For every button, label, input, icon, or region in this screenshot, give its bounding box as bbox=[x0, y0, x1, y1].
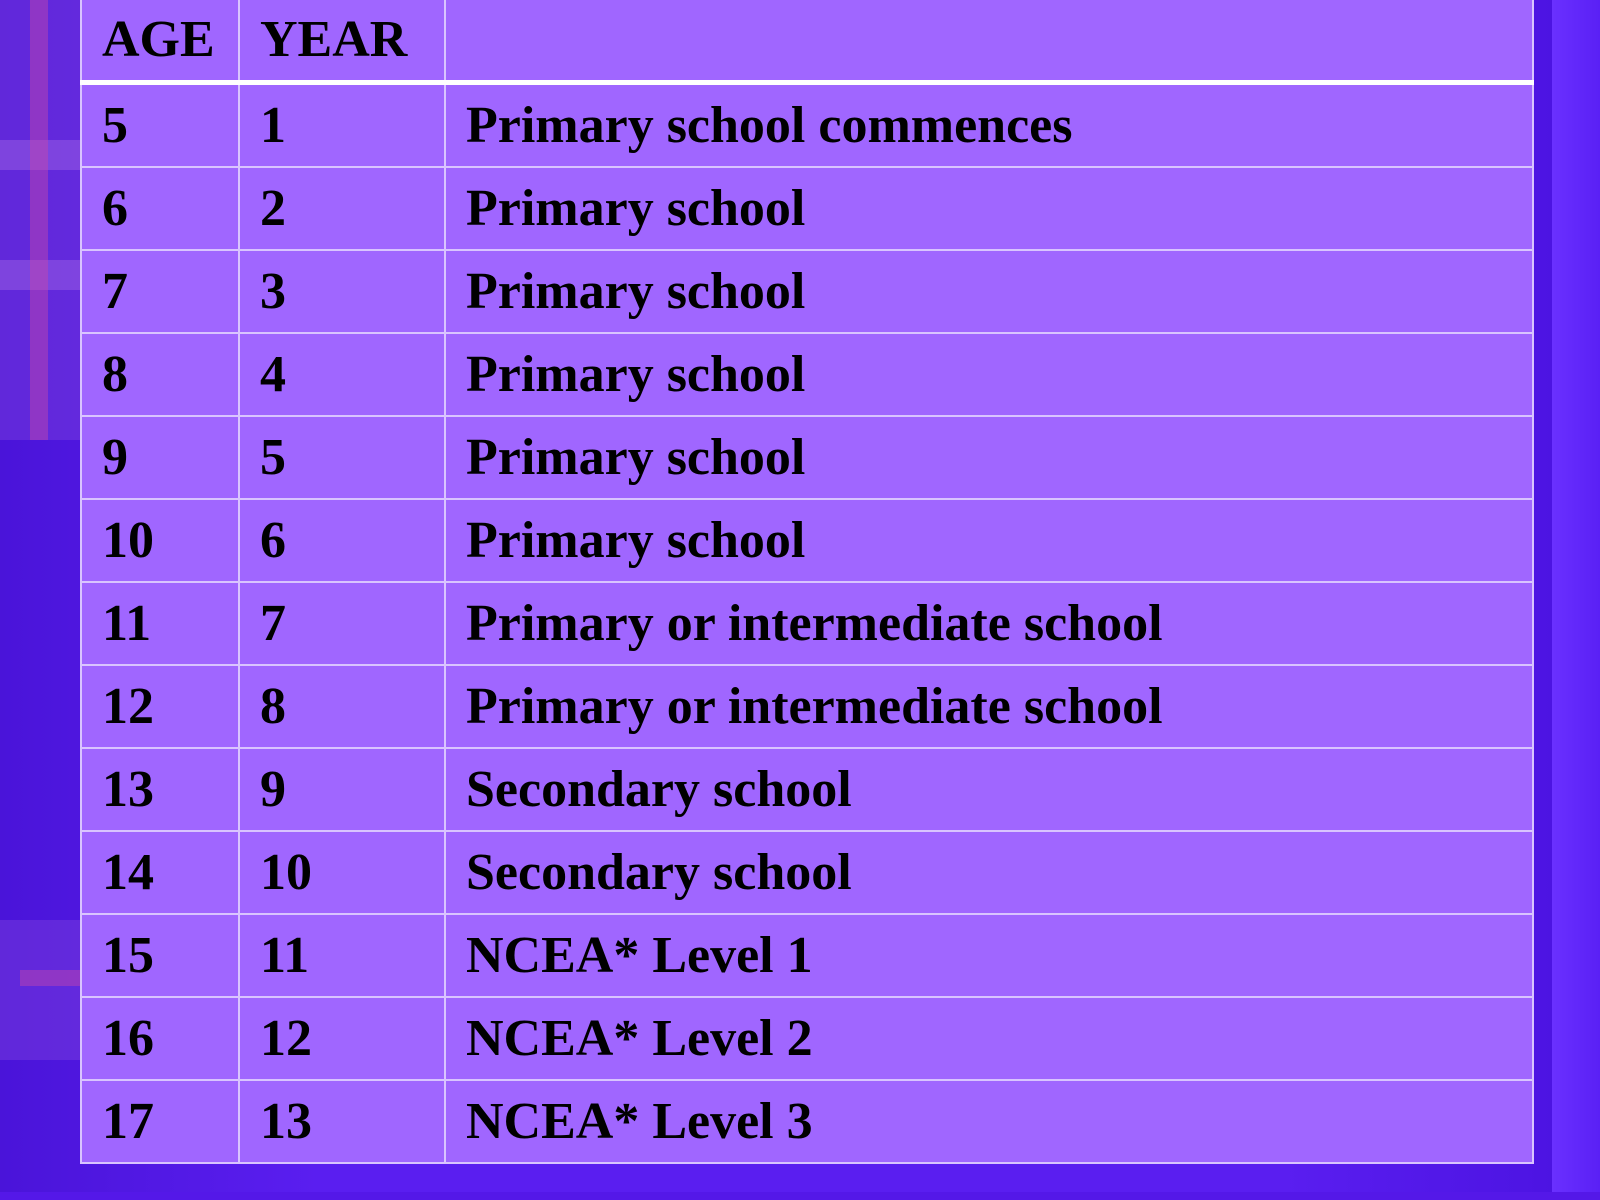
table-row bbox=[81, 250, 1533, 333]
description-cell: NCEA* Level 2 bbox=[445, 997, 1533, 1080]
description-cell: Primary or intermediate school bbox=[445, 665, 1533, 748]
description-cell: NCEA* Level 1 bbox=[445, 914, 1533, 997]
description-cell: Primary school bbox=[445, 333, 1533, 416]
slide-frame-right bbox=[1552, 0, 1600, 1200]
year-cell: 10 bbox=[239, 831, 445, 914]
age-cell: 9 bbox=[81, 416, 239, 499]
background-flag-pattern-bottom bbox=[0, 920, 80, 1060]
age-cell: 7 bbox=[81, 250, 239, 333]
description-cell: Primary or intermediate school bbox=[445, 582, 1533, 665]
table-row bbox=[81, 997, 1533, 1080]
age-cell: 10 bbox=[81, 499, 239, 582]
description-cell: Secondary school bbox=[445, 748, 1533, 831]
table-row bbox=[81, 333, 1533, 416]
year-cell: 6 bbox=[239, 499, 445, 582]
age-cell: 15 bbox=[81, 914, 239, 997]
table-header-row bbox=[81, 0, 1533, 83]
age-cell: 16 bbox=[81, 997, 239, 1080]
header-description bbox=[445, 0, 1533, 83]
age-cell: 17 bbox=[81, 1080, 239, 1163]
year-cell: 8 bbox=[239, 665, 445, 748]
description-cell: Primary school bbox=[445, 167, 1533, 250]
table-row bbox=[81, 582, 1533, 665]
year-cell: 12 bbox=[239, 997, 445, 1080]
background-flag-stripe-red bbox=[20, 970, 80, 986]
year-cell: 4 bbox=[239, 333, 445, 416]
school-years-table bbox=[80, 0, 1534, 1164]
year-cell: 9 bbox=[239, 748, 445, 831]
table-body bbox=[81, 83, 1533, 1164]
table-row bbox=[81, 167, 1533, 250]
description-cell: Primary school bbox=[445, 416, 1533, 499]
age-cell: 12 bbox=[81, 665, 239, 748]
age-cell: 5 bbox=[81, 83, 239, 168]
table-row bbox=[81, 748, 1533, 831]
description-cell: Primary school bbox=[445, 250, 1533, 333]
age-cell: 11 bbox=[81, 582, 239, 665]
table-row bbox=[81, 665, 1533, 748]
background-flag-stripe-red bbox=[30, 0, 48, 440]
description-cell: Secondary school bbox=[445, 831, 1533, 914]
age-cell: 6 bbox=[81, 167, 239, 250]
year-cell: 13 bbox=[239, 1080, 445, 1163]
table-row bbox=[81, 914, 1533, 997]
year-cell: 11 bbox=[239, 914, 445, 997]
table-row bbox=[81, 416, 1533, 499]
description-cell: Primary school commences bbox=[445, 83, 1533, 168]
header-year: YEAR bbox=[239, 0, 445, 83]
year-cell: 1 bbox=[239, 83, 445, 168]
age-cell: 13 bbox=[81, 748, 239, 831]
age-cell: 14 bbox=[81, 831, 239, 914]
description-cell: NCEA* Level 3 bbox=[445, 1080, 1533, 1163]
age-cell: 8 bbox=[81, 333, 239, 416]
year-cell: 7 bbox=[239, 582, 445, 665]
year-cell: 3 bbox=[239, 250, 445, 333]
table-row bbox=[81, 1080, 1533, 1163]
year-cell: 5 bbox=[239, 416, 445, 499]
table-row bbox=[81, 831, 1533, 914]
description-cell: Primary school bbox=[445, 499, 1533, 582]
table-row bbox=[81, 499, 1533, 582]
year-cell: 2 bbox=[239, 167, 445, 250]
slide-frame-bottom bbox=[0, 1192, 1600, 1200]
header-age: AGE bbox=[81, 0, 239, 83]
table-row bbox=[81, 83, 1533, 168]
